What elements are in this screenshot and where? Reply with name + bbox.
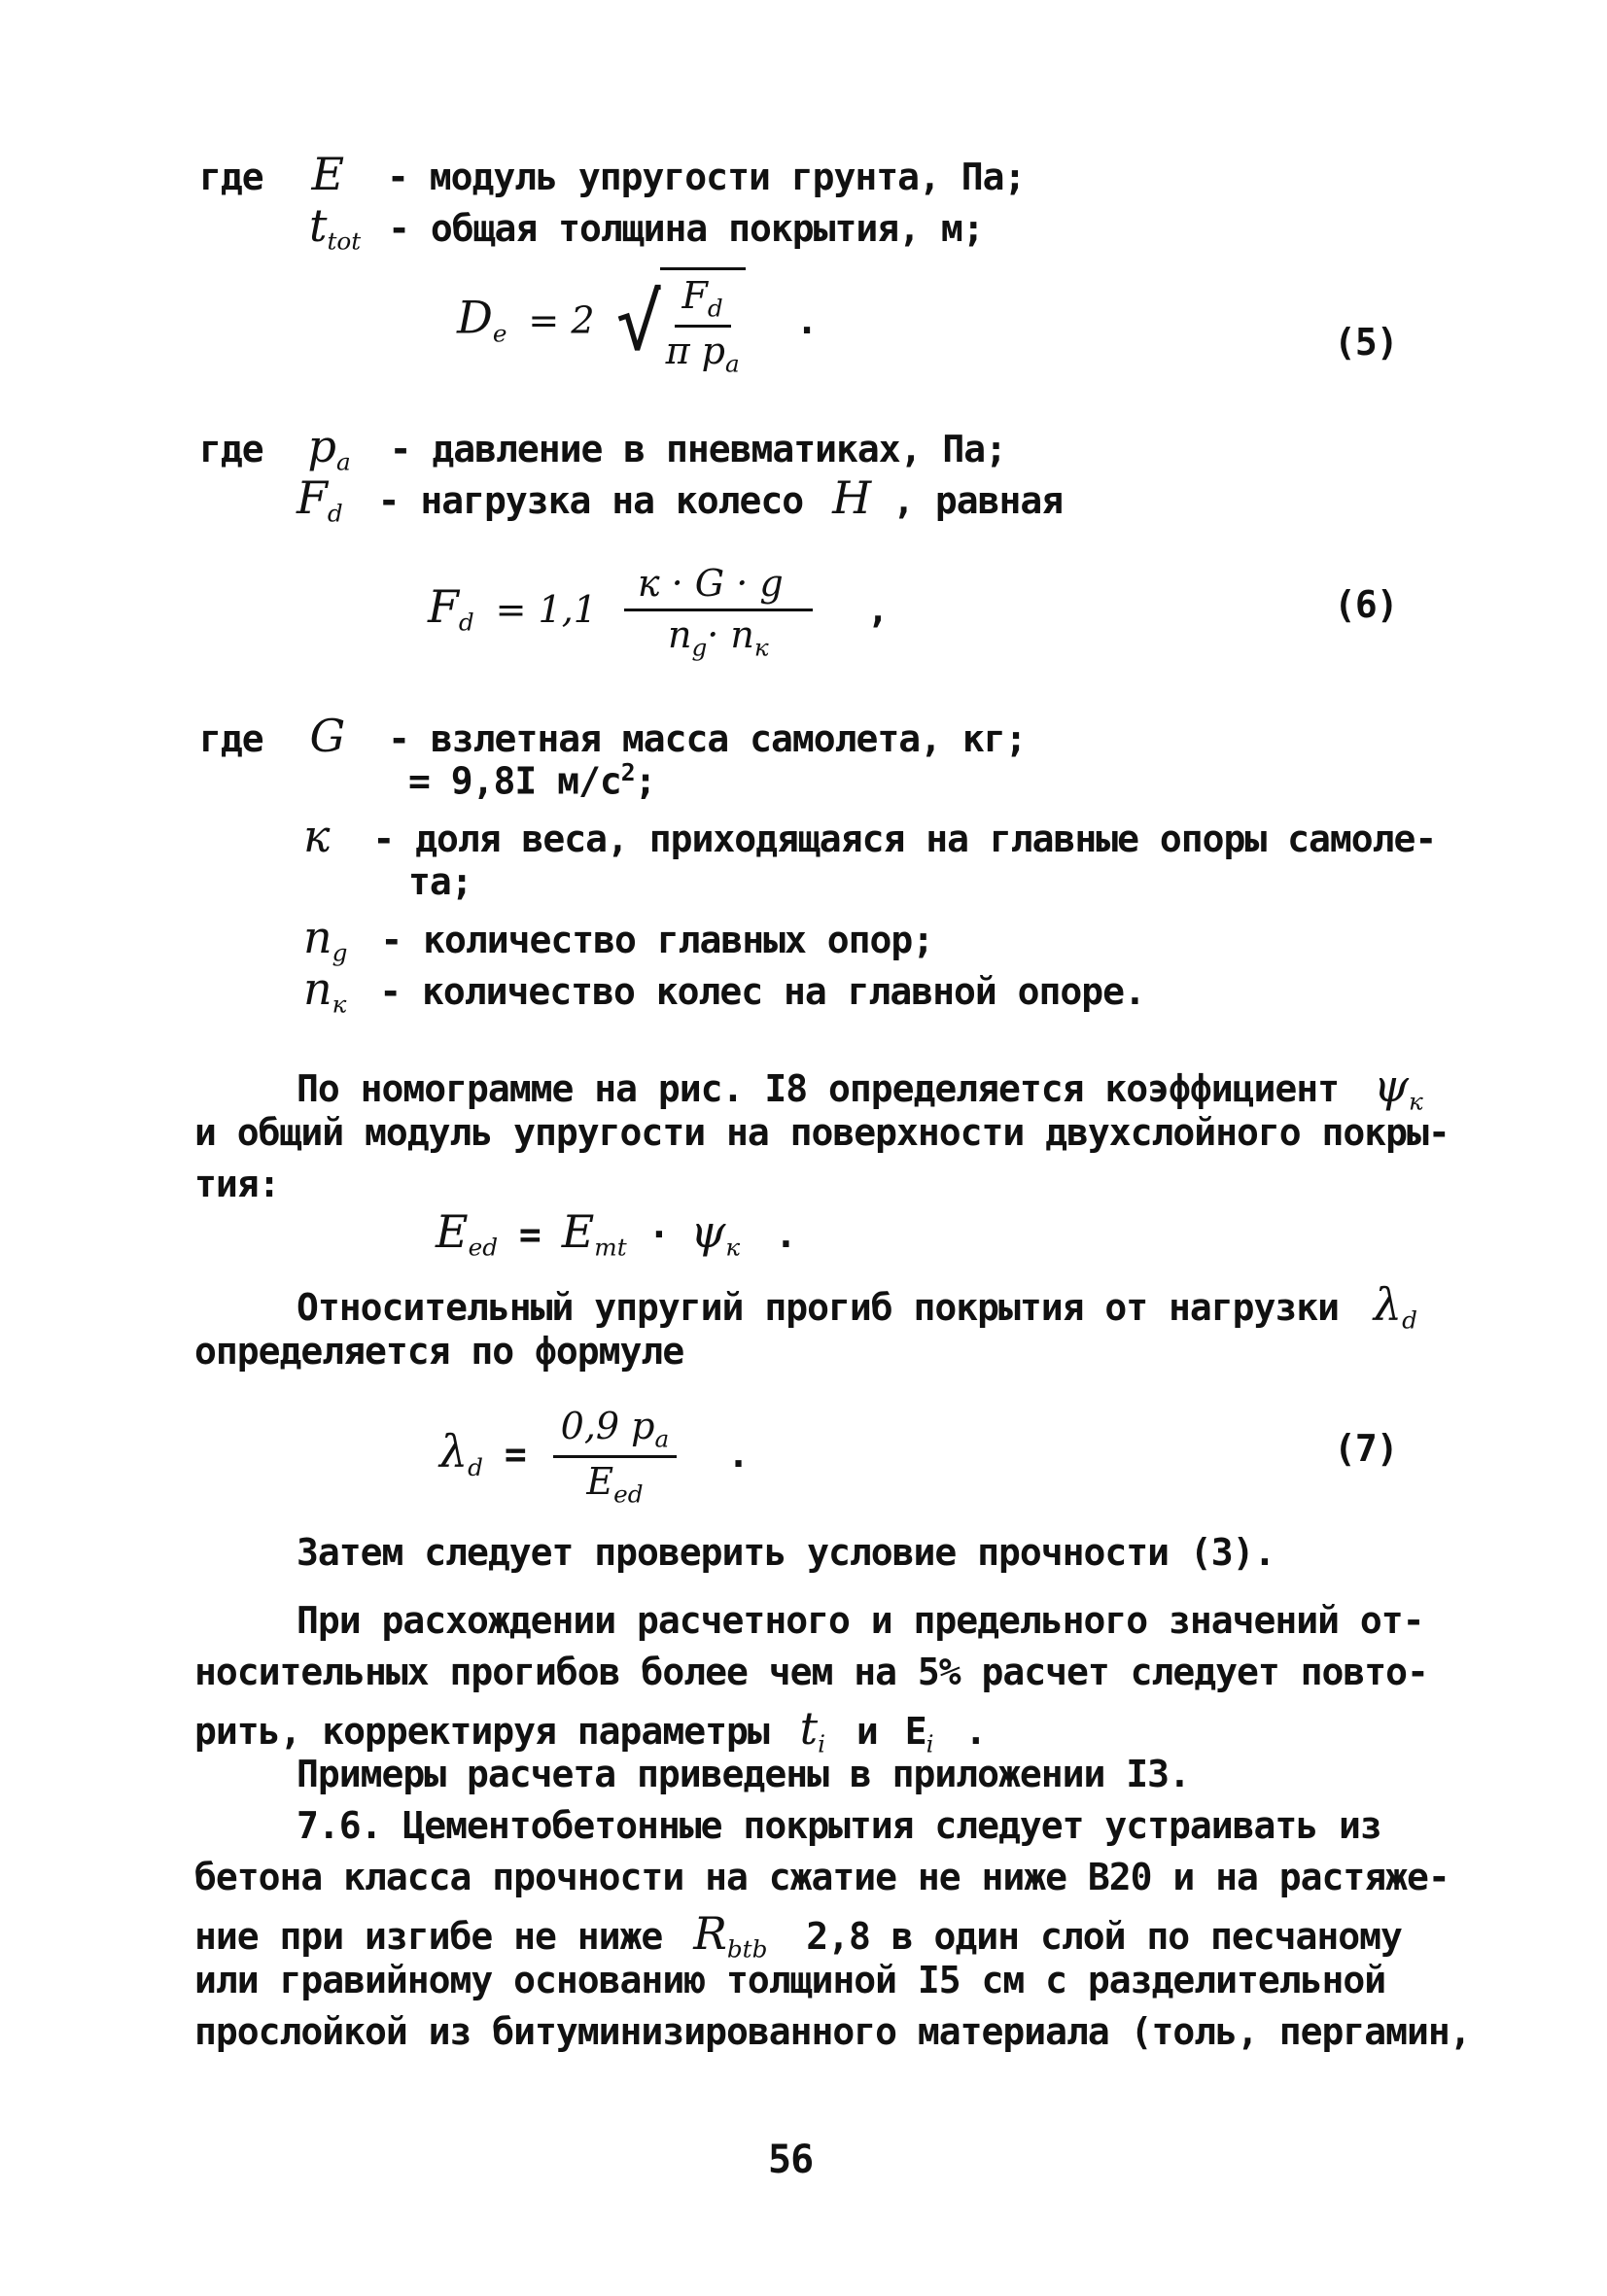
def-g-line	[199, 710, 1027, 763]
def-word: где	[199, 156, 263, 198]
para3: Затем следует проверить условие прочности (3).	[297, 1531, 1275, 1574]
rbtb-symbol: R	[693, 1907, 727, 1960]
eed-lhs: E	[436, 1205, 469, 1258]
para1-line2: и общий модуль упругости на поверхности двухслойного покры-	[194, 1111, 1450, 1154]
para6-line3	[194, 1907, 1402, 1964]
para2-line1	[297, 1278, 1417, 1335]
def-text: - общая толщина покрытия, м;	[388, 207, 984, 250]
def-text: - доля веса, приходящаяся на главные опоры самоле-	[372, 818, 1437, 860]
equation-6	[428, 562, 889, 662]
eq7-num: 0,9 p	[560, 1405, 655, 1447]
eq5-den-sub: a	[724, 349, 740, 378]
para1-line1	[297, 1060, 1423, 1116]
para-text: .	[964, 1710, 987, 1753]
eq5-lhs: D	[457, 291, 493, 344]
eq6-den2-sub: к	[753, 633, 769, 662]
para5: Примеры расчета приведены в приложении I3.	[297, 1753, 1190, 1795]
eq5-fraction	[666, 274, 740, 378]
def-text: = 9,8I м/с	[408, 759, 621, 803]
eq6-den-sub: g	[691, 633, 708, 662]
def-g-accel-line	[408, 758, 656, 804]
eq6-num: к · G · g	[637, 562, 784, 605]
eq5-eq: = 2	[528, 298, 595, 342]
def-text: - модуль упругости грунта, Па;	[387, 156, 1026, 198]
def-symbol: p	[307, 420, 336, 472]
def-symbol: n	[303, 962, 332, 1015]
equation-6-label: (6)	[1334, 583, 1398, 626]
para4-line2: носительных прогибов более чем на 5% расчет следует повто-	[194, 1651, 1428, 1693]
eed-b-sub: к	[725, 1233, 741, 1262]
equation-5-label: (5)	[1334, 321, 1398, 364]
eq6-trail: ,	[866, 587, 889, 631]
para2-line2: определяется по формуле	[194, 1330, 684, 1373]
para6-line1: 7.6. Цементобетонные покрытия следует устраивать из	[297, 1804, 1381, 1847]
def-symbol: E	[311, 148, 345, 200]
eq7-trail: .	[727, 1433, 749, 1477]
para-text: По номограмме на рис. I8 определяется коэффициент	[297, 1067, 1340, 1110]
psi-symbol: ψ	[1373, 1060, 1409, 1112]
eq6-lhs: F	[428, 579, 459, 633]
ti-sub: i	[818, 1729, 826, 1758]
eq5-num-sub: d	[707, 294, 723, 323]
def-ttot-line	[309, 199, 984, 256]
eq7-eq: =	[504, 1433, 526, 1477]
para-text: Относительный упругий прогиб покрытия от нагрузки	[297, 1286, 1340, 1329]
def-symbol-sub: a	[335, 447, 351, 476]
def-word: где	[199, 717, 263, 760]
equation-7	[439, 1405, 749, 1509]
equation-5	[457, 267, 817, 378]
eq5-sqrt	[615, 267, 745, 378]
def-symbol: n	[303, 911, 332, 963]
para6-line5: прослойкой из битуминизированного материала (толь, пергамин,	[194, 2010, 1471, 2053]
def-nk-line	[303, 962, 1145, 1019]
eed-lhs-sub: ed	[468, 1233, 499, 1262]
sqrt-sign-icon: √	[615, 277, 662, 368]
eq7-den: E	[586, 1460, 614, 1504]
eq6-den: n	[667, 612, 692, 656]
ei-sub: i	[926, 1729, 934, 1758]
para4-line1: При расхождении расчетного и предельного значений от-	[297, 1599, 1424, 1642]
para-text: ние при изгибе не ниже	[194, 1915, 663, 1958]
eq6-den2: · n	[707, 612, 754, 656]
para1-line3: тия:	[194, 1163, 280, 1205]
psi-sub: к	[1409, 1087, 1423, 1116]
para6-line4: или гравийному основанию толщиной I5 см с разделительной	[194, 1959, 1386, 2001]
equation-eed	[436, 1205, 796, 1262]
def-tail-text: , равная	[892, 479, 1064, 522]
def-ng-line	[303, 911, 933, 967]
def-symbol-sub: к	[332, 990, 347, 1019]
eq5-trail: .	[795, 298, 818, 342]
ti-symbol: t	[799, 1702, 819, 1755]
eq7-fraction	[553, 1405, 678, 1509]
para6-line2: бетона класса прочности на сжатие не ниже В20 и на растяже-	[194, 1856, 1450, 1898]
lambda-symbol: λ	[1373, 1278, 1403, 1331]
eq5-num: F	[681, 274, 708, 317]
def-symbol: t	[309, 199, 328, 252]
def-pa-line	[199, 420, 1006, 476]
eed-trail: .	[775, 1213, 796, 1256]
eq7-num-sub: a	[654, 1424, 670, 1453]
eed-eq: =	[518, 1213, 541, 1256]
def-tail-symbol: H	[832, 471, 872, 524]
eq5-lhs-sub: e	[492, 319, 507, 348]
def-k-cont-line: та;	[408, 860, 472, 903]
def-symbol-sub: g	[332, 938, 348, 967]
eq7-lhs-sub: d	[468, 1452, 483, 1481]
def-symbol-sub: tot	[327, 226, 362, 256]
eq7-lhs: λ	[439, 1425, 469, 1478]
eq6-fraction	[624, 562, 813, 662]
eq6-lhs-sub: d	[458, 608, 474, 637]
rbtb-sub: btb	[726, 1934, 768, 1964]
eed-a: E	[561, 1205, 595, 1258]
para-text: и	[856, 1710, 878, 1753]
equation-7-label: (7)	[1334, 1427, 1398, 1470]
def-word: где	[199, 428, 263, 470]
eq5-den: π p	[665, 330, 725, 373]
def-symbol-sub: d	[327, 499, 343, 528]
def-symbol: к	[303, 810, 331, 862]
eed-mid: ·	[647, 1213, 670, 1256]
def-k-line	[303, 810, 1436, 863]
ei-symbol: E	[904, 1710, 926, 1753]
def-symbol: G	[309, 710, 346, 762]
eq6-eq: = 1,1	[495, 587, 597, 631]
lambda-sub: d	[1402, 1305, 1417, 1335]
eq7-den-sub: ed	[613, 1479, 644, 1509]
def-text: - количество колес на главной опоре.	[379, 970, 1145, 1013]
def-after: ;	[634, 759, 656, 803]
eed-b: ψ	[690, 1205, 726, 1258]
def-text: - нагрузка на колесо	[377, 479, 804, 522]
para4-line3	[194, 1702, 986, 1758]
def-e-line	[199, 148, 1025, 201]
def-text: - количество главных опор;	[380, 919, 934, 961]
def-fd-line	[297, 471, 1063, 528]
def-sup: 2	[620, 758, 635, 786]
para-text: 2,8 в один слой по песчаному	[806, 1915, 1402, 1958]
def-symbol: F	[297, 471, 328, 524]
def-text: - давление в пневматиках, Па;	[389, 428, 1007, 470]
page-number: 56	[768, 2138, 814, 2182]
eed-a-sub: mt	[594, 1233, 627, 1262]
para-text: рить, корректируя параметры	[194, 1710, 769, 1753]
def-text: - взлетная масса самолета, кг;	[388, 717, 1027, 760]
